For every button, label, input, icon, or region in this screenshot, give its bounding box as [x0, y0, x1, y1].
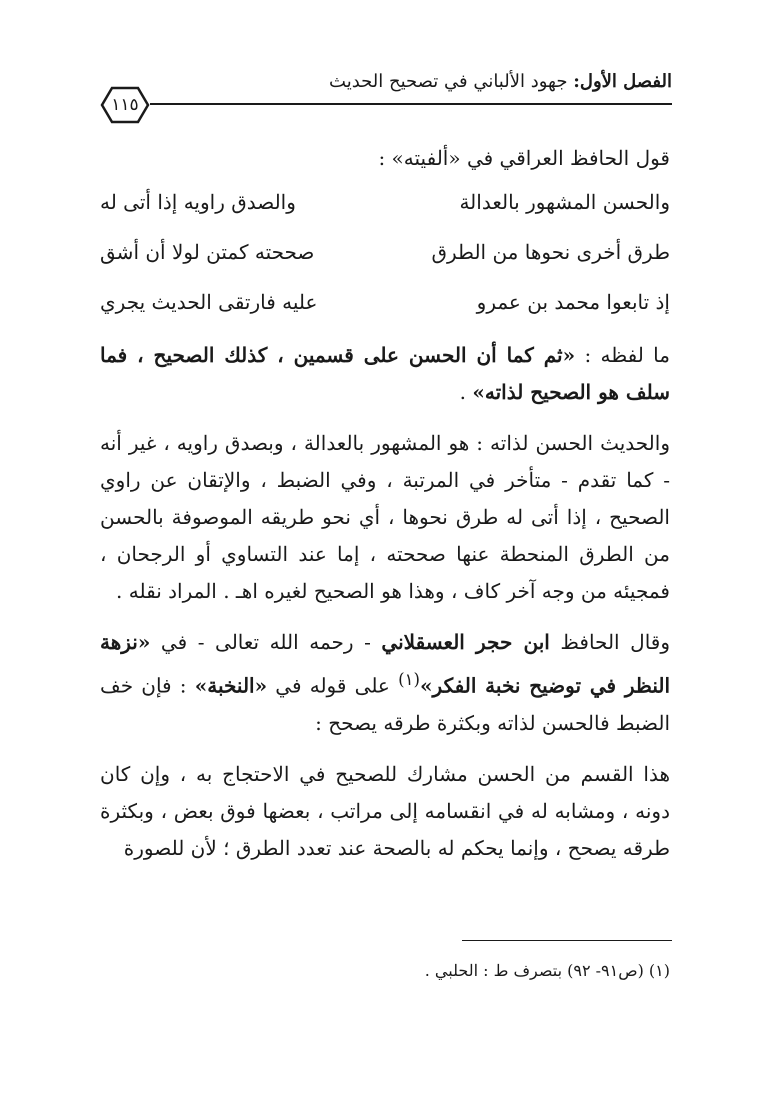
quote-bold: «ثم كما أن الحسن على قسمين ، كذلك الصحيح ، فما سلف هو الصحيح لذاته» [100, 343, 670, 404]
quote-lead: ما لفظه : [575, 343, 670, 367]
paragraph-ibn-hajar [100, 624, 670, 742]
paragraph-definition: والحديث الحسن لذاته : هو المشهور بالعدالة ، وبصدق راويه ، غير أنه - كما تقدم - متأخر في المرتبة ، وفي الضبط ، والإتقان عن راوي الصحيح ، إذا أتى له طرق نحوها ، أي نحو طريقه الموصوفة بالحسن من الطرق المنحطة عنها صححته ، إما عند التساوي أو الرجحان ، فمجيئه من وجه آخر كاف ، وهذا هو الصحيح لغيره اهـ . المراد نقله . [100, 431, 670, 603]
header-separator: : [573, 71, 580, 92]
verse-1-first-hemistich: والحسن المشهور بالعدالة [459, 190, 670, 214]
verse-2-second-hemistich: صححته كمتن لولا أن أشق [100, 240, 315, 264]
intro-line: قول الحافظ العراقي في «ألفيته» : [378, 146, 670, 170]
verse-3-second-hemistich: عليه فارتقى الحديث يجري [100, 290, 318, 314]
book-title-2: «النخبة» [194, 673, 268, 698]
page-number: ١١٥ [111, 95, 139, 115]
p3-part-c: على قوله في [267, 673, 399, 698]
poem-verses [100, 177, 670, 327]
book-title: «نزهة النظر في توضيح نخبة الفكر» [100, 630, 671, 698]
footnote-ref[interactable]: (١) [398, 670, 421, 689]
verse-2-first-hemistich: طرق أخرى نحوها من الطرق [431, 240, 670, 264]
chapter-label: الفصل الأول [579, 71, 672, 92]
verse-3-first-hemistich: إذ تابعوا محمد بن عمرو [476, 290, 670, 314]
p3-part-a: وقال الحافظ [549, 630, 671, 654]
quote-end: . [459, 380, 473, 404]
running-header [100, 60, 672, 104]
p3-part-b: - رحمه الله تعالى - في [150, 630, 382, 654]
scholar-name: ابن حجر العسقلاني [381, 630, 550, 654]
verse-3 [100, 277, 670, 327]
header-title: جهود الألباني في تصحيح الحديث [329, 71, 568, 92]
paragraph-quote-2: هذا القسم من الحسن مشارك للصحيح في الاحتجاج به ، وإن كان دونه ، ومشابه له في انقسامه إلى مراتب ، بعضها فوق بعض ، وبكثرة طرقه يصحح ، وإنما يحكم له بالصحة عند تعدد الطرق ؛ لأن للصورة [100, 761, 671, 860]
verse-2 [100, 227, 670, 277]
footnote-rule [462, 940, 672, 941]
main-text [100, 140, 670, 867]
verse-1-second-hemistich: والصدق راويه إذا أتى له [100, 190, 296, 214]
footnote: (١) (ص٩١- ٩٢) بتصرف ط : الحلبي . [424, 961, 670, 980]
paragraph-quote [100, 337, 670, 411]
p3-part-d: : فإن خف الضبط فالحسن لذاته وبكثرة طرقه يصحح : [100, 673, 670, 735]
page-number-badge [100, 86, 150, 124]
header-rule [150, 103, 672, 105]
verse-1 [100, 177, 670, 227]
